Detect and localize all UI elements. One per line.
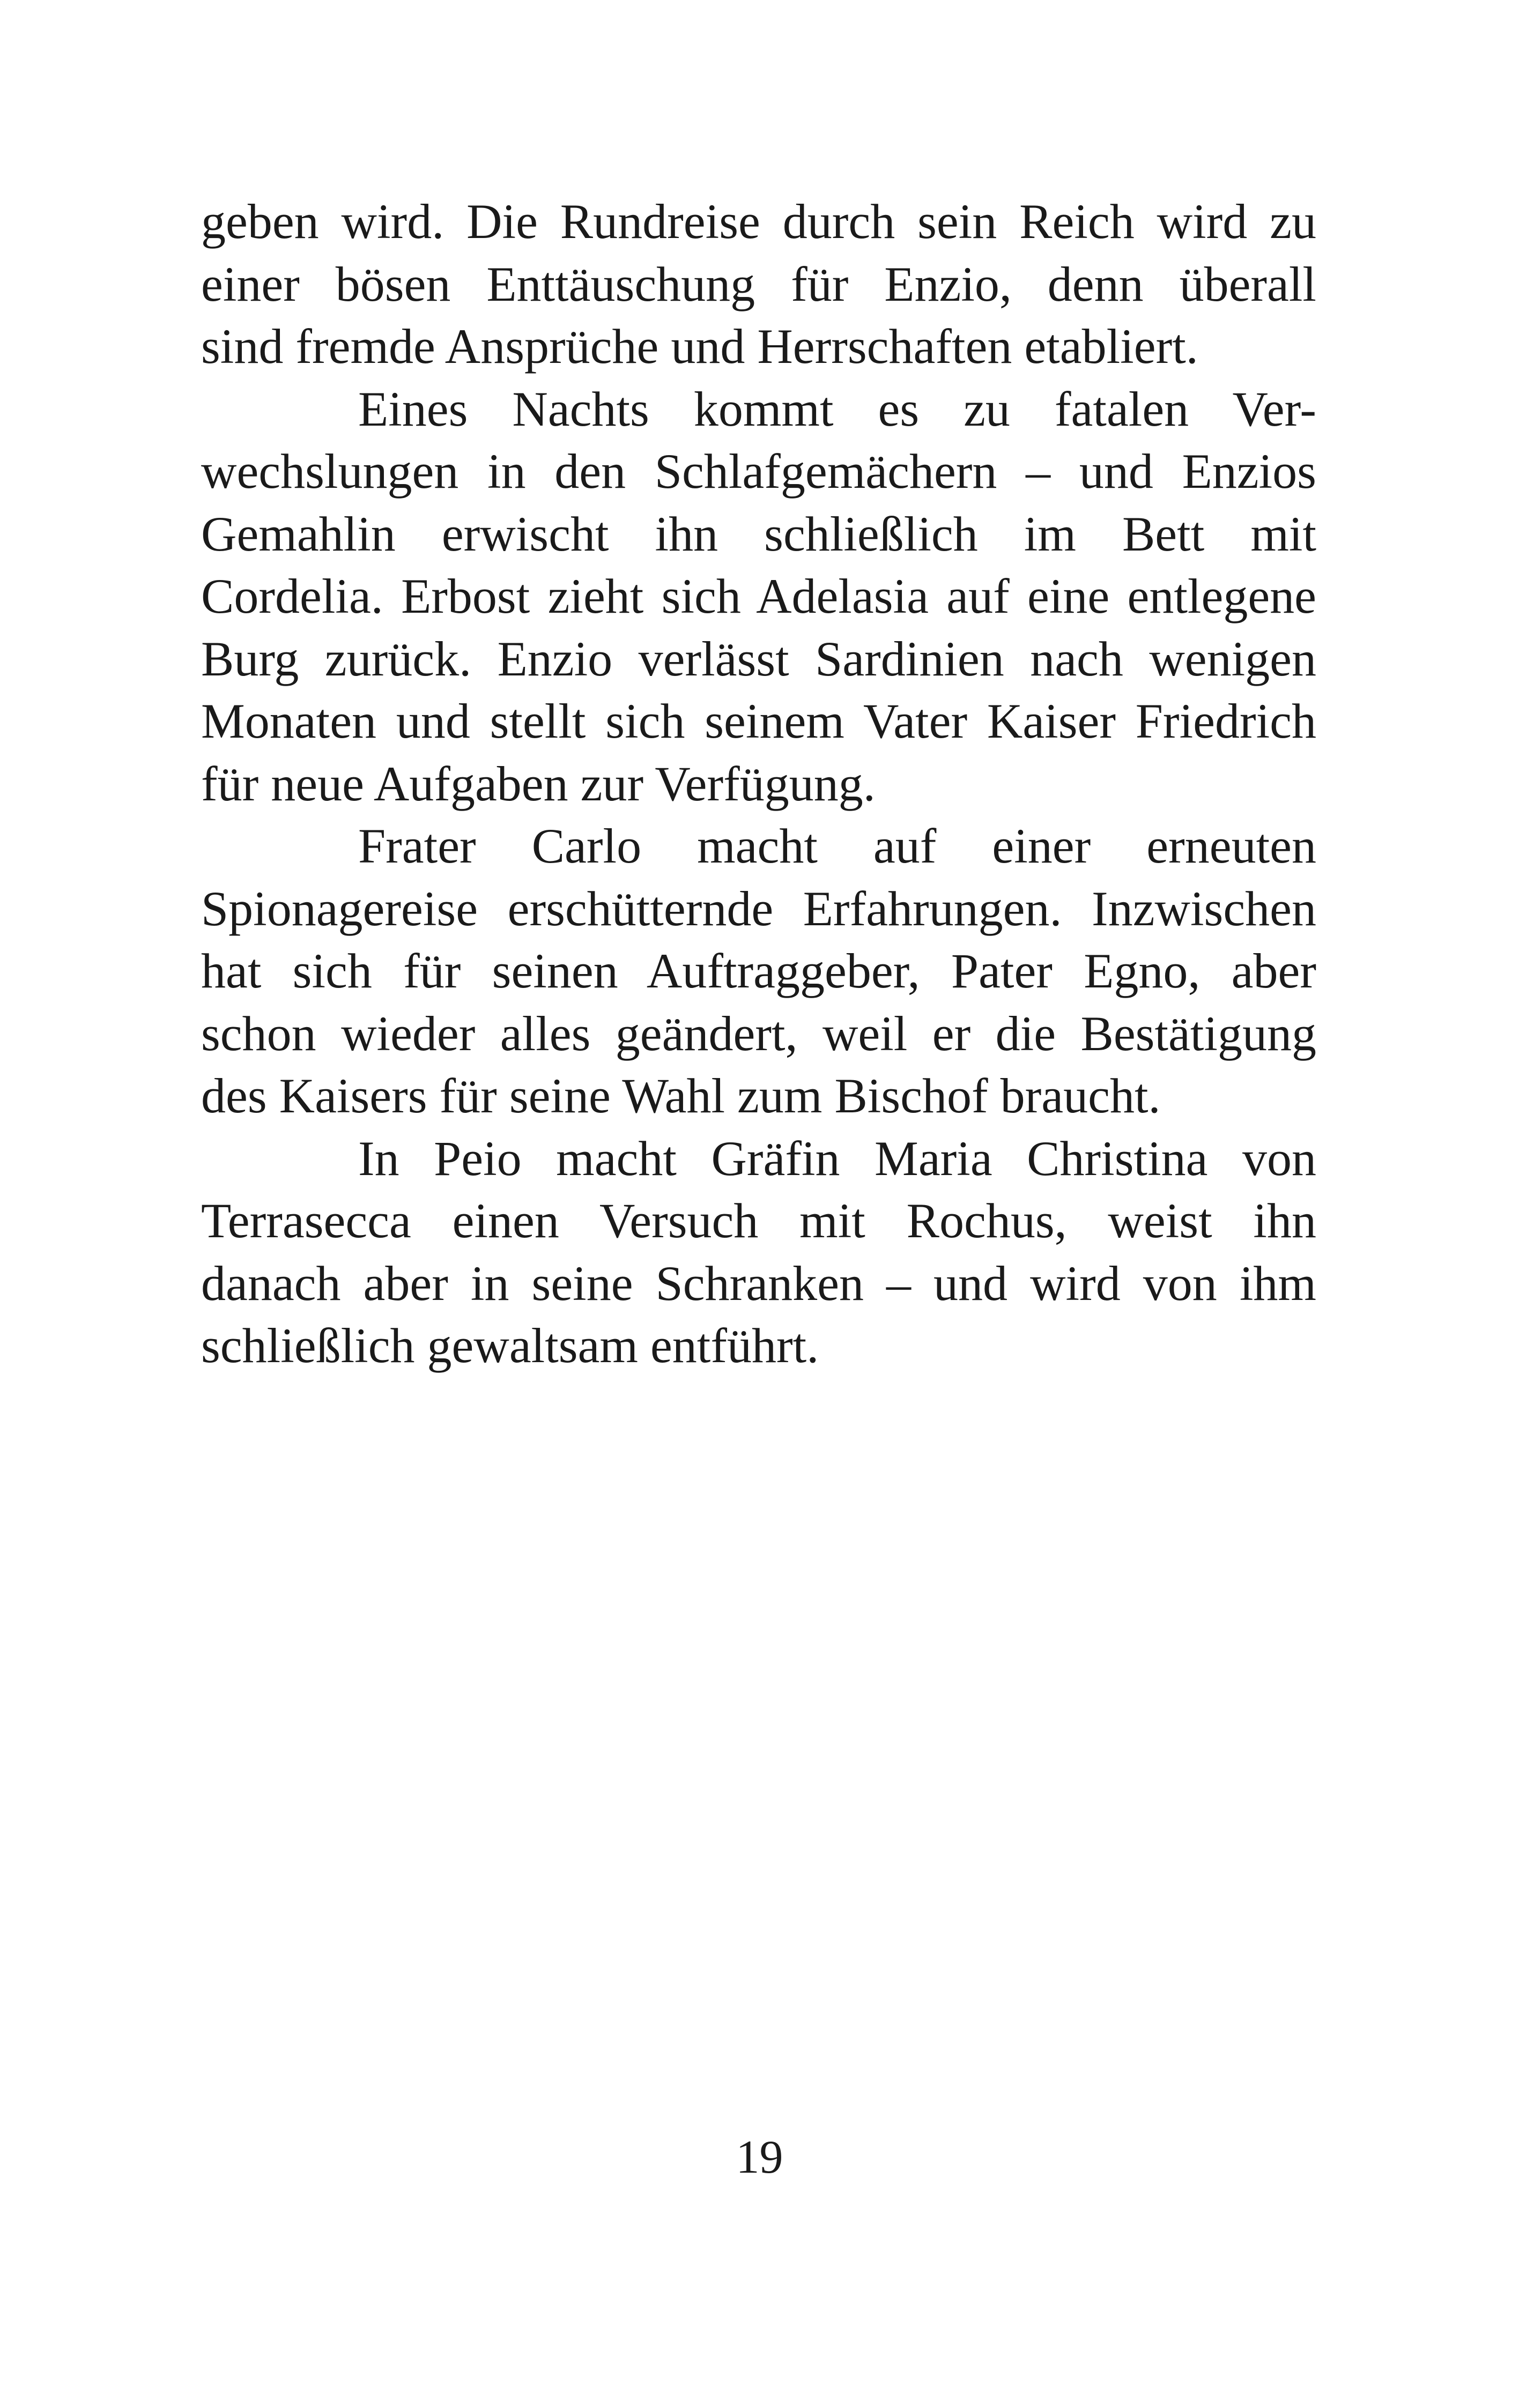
text-line: Gemahlin erwischt ihn schließlich im Bett mit <box>201 506 1316 561</box>
text-line: Frater Carlo macht auf einer erneuten <box>358 819 1316 873</box>
text-line: sind fremde Ansprüche und Herrschaften etabliert. <box>201 319 1198 374</box>
paragraph <box>201 378 1316 815</box>
body-text <box>201 190 1316 1377</box>
text-line: Spionagereise erschütternde Erfahrungen. Inzwischen <box>201 881 1316 936</box>
page-number: 19 <box>736 2131 783 2183</box>
text-line: danach aber in seine Schranken – und wird von ihm <box>201 1255 1316 1311</box>
text-line: Monaten und stellt sich seinem Vater Kaiser Friedrich <box>201 694 1316 748</box>
text-line: einer bösen Enttäuschung für Enzio, denn überall <box>201 256 1316 311</box>
text-line: In Peio macht Gräfin Maria Christina von <box>358 1131 1316 1186</box>
text-line: Burg zurück. Enzio verlässt Sardinien nach wenigen <box>201 631 1316 686</box>
text-line: geben wird. Die Rundreise durch sein Reich wird zu <box>201 194 1316 249</box>
paragraph <box>201 1127 1316 1377</box>
text-line: Cordelia. Erbost zieht sich Adelasia auf eine entlegene <box>201 569 1316 623</box>
text-line: Terrasecca einen Versuch mit Rochus, weist ihn <box>201 1193 1316 1248</box>
text-line: schon wieder alles geändert, weil er die Bestätigung <box>201 1006 1316 1061</box>
paragraph <box>201 190 1316 378</box>
paragraph <box>201 815 1316 1127</box>
text-line: hat sich für seinen Auftraggeber, Pater Egno, aber <box>201 943 1316 998</box>
text-line: schließlich gewaltsam entführt. <box>201 1318 819 1373</box>
text-line: des Kaisers für seine Wahl zum Bischof braucht. <box>201 1068 1161 1123</box>
text-line: Eines Nachts kommt es zu fatalen Ver- <box>358 381 1316 436</box>
text-line: wechslungen in den Schlafgemächern – und Enzios <box>201 444 1316 499</box>
text-line: für neue Aufgaben zur Verfügung. <box>201 756 876 811</box>
